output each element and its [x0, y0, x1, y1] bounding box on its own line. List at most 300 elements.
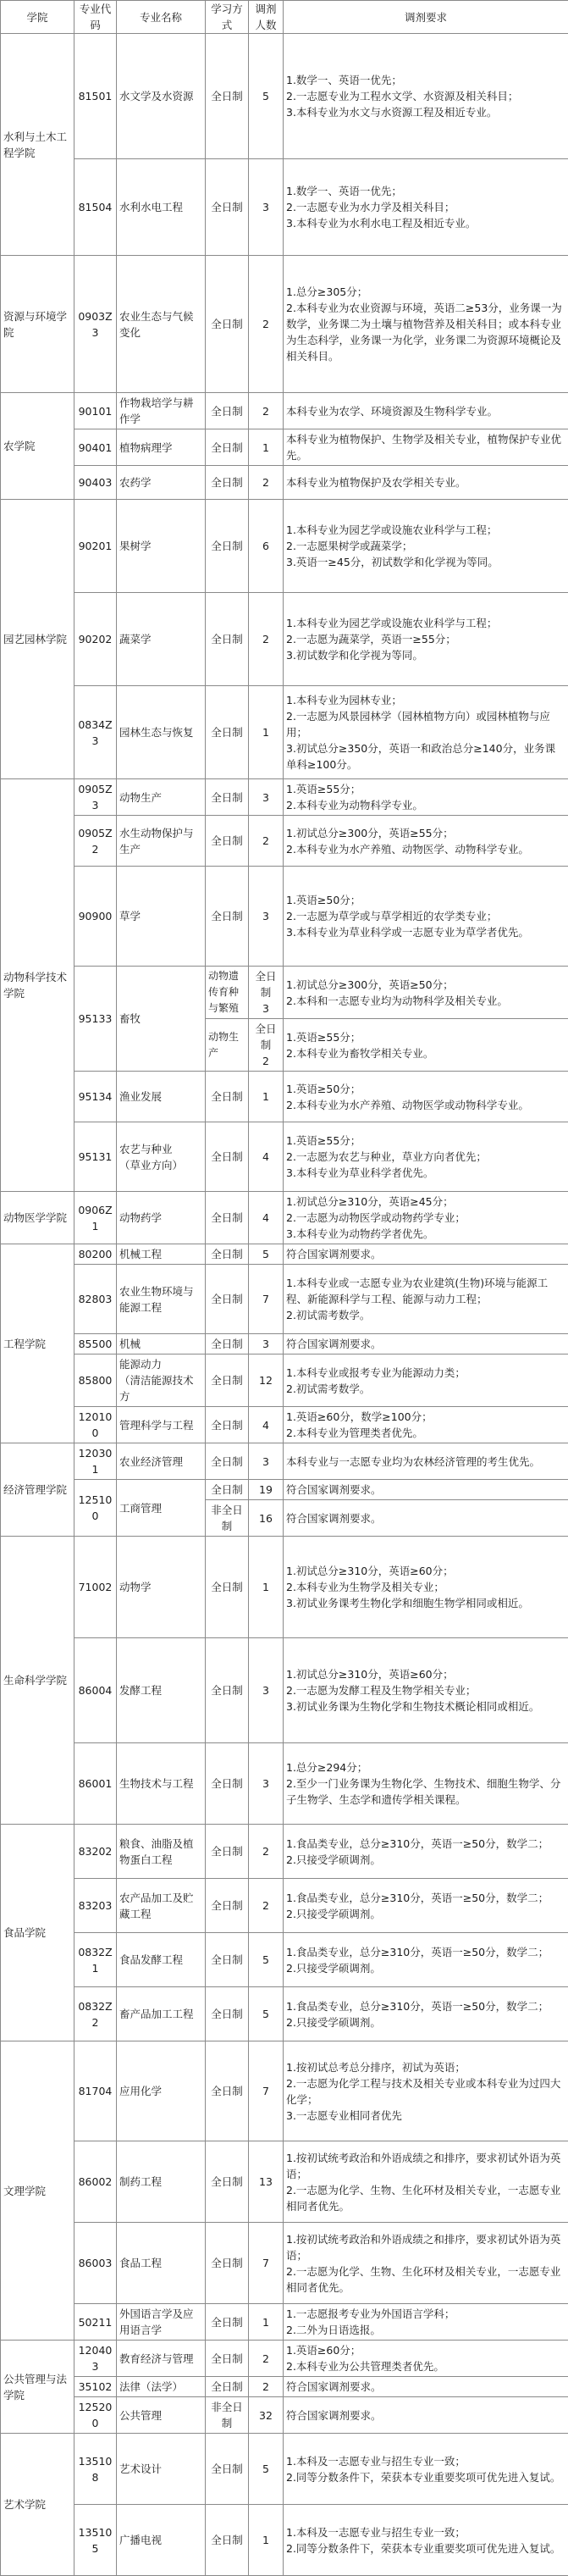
table-row: [1, 1265, 568, 1334]
count-text: 2: [251, 1053, 280, 1069]
mode-cell: 全日制: [206, 2223, 249, 2304]
requirement-line: 2.本科专业为管理类者优先。: [286, 1425, 565, 1441]
count-cell: 1: [249, 1537, 284, 1638]
table-row: [1, 2505, 568, 2576]
name-cell: [117, 1480, 206, 1537]
requirement-line: 1.数学一、英语一优先；: [286, 72, 565, 88]
code-cell: 90101: [74, 393, 117, 429]
code-cell: 0832Z2: [74, 1987, 117, 2041]
requirement-line: 3.一志愿专业相同者优先: [286, 2108, 565, 2124]
name-cell: [117, 1537, 206, 1638]
table-row: [1, 256, 568, 393]
name-cell: [117, 1334, 206, 1354]
requirement-line: 1.食品类专业，总分≥310分，英语一≥50分，数学二；: [286, 1836, 565, 1852]
table-row: [1, 2397, 568, 2434]
requirement-line: 2.只接受学硕调剂。: [286, 1960, 565, 1976]
college-cell: 生命科学学院: [1, 1537, 74, 1825]
requirement-line: 2.只接受学硕调剂。: [286, 1906, 565, 1922]
requirement-line: 1.本科及一志愿专业与招生专业一致；: [286, 2453, 565, 2469]
requirement-line: 3.初试总分≥350分，英语一和政治总分≥140分，业务课单科≥100分。: [286, 740, 565, 773]
requirement-line: 1.总分≥294分；: [286, 1759, 565, 1776]
requirement-line: 2.同等分数条件下，荣获本专业重要奖项可优先进入复试。: [286, 2540, 565, 2557]
table-row: [1, 2304, 568, 2341]
code-cell: 0834Z3: [74, 686, 117, 779]
count-cell: 3: [249, 159, 284, 256]
name-cell: [117, 1122, 206, 1192]
mode-cell: 全日制: [206, 1192, 249, 1244]
requirement-line: 1.按初试统考政治和外语成绩之和排序，要求初试外语为英语；: [286, 2150, 565, 2182]
requirement-line: 3.初试数学和化学视为等同。: [286, 647, 565, 663]
table-row: [1, 1244, 568, 1265]
college-cell: 工程学院: [1, 1244, 74, 1443]
mode-cell: 全日制: [206, 779, 249, 816]
requirements-cell: [284, 593, 568, 686]
name-cell: [117, 1072, 206, 1122]
college-cell: 水利与土木工程学院: [1, 34, 74, 256]
requirement-line: 2.一志愿专业为工程水文学、水资源及相关科目；: [286, 88, 565, 104]
college-cell: 资源与环境学院: [1, 256, 74, 393]
requirement-line: 3.初试业务课考生物化学和细胞生物学相同或相近。: [286, 1595, 565, 1611]
name-cell: [117, 1244, 206, 1265]
requirements-cell: [284, 2377, 568, 2397]
requirements-cell: [284, 500, 568, 593]
requirement-line: 1.初试总分≥310分，英语≥60分；: [286, 1666, 565, 1682]
table-row: [1, 1122, 568, 1192]
table-row: [1, 593, 568, 686]
name-cell: [117, 1354, 206, 1407]
table-row: [1, 2341, 568, 2377]
requirement-line: 1.英语≥50分；: [286, 1081, 565, 1097]
requirement-line: 1.英语≥55分；: [286, 1133, 565, 1149]
code-cell: 86004: [74, 1638, 117, 1743]
mode-cell: 全日制: [206, 1244, 249, 1265]
requirements-cell: [284, 1122, 568, 1192]
code-cell: 81504: [74, 159, 117, 256]
requirement-line: 符合国家调剂要求。: [286, 1482, 565, 1498]
mode-cell: 全日制: [206, 1072, 249, 1122]
requirements-cell: [284, 1443, 568, 1480]
count-cell: 2: [249, 1879, 284, 1933]
table-row: [1, 1638, 568, 1743]
requirement-line: 符合国家调剂要求。: [286, 2407, 565, 2424]
name-cell: [117, 256, 206, 393]
header-count: 调剂人数: [249, 1, 284, 34]
table-row: [1, 1933, 568, 1987]
name-cell: [117, 1192, 206, 1244]
requirement-line: 3.本科专业为水利水电工程及相近专业。: [286, 215, 565, 231]
table-row: [1, 1192, 568, 1244]
name-text: 机械: [119, 1336, 202, 1352]
college-cell: 经济管理学院: [1, 1443, 74, 1537]
name-cell: [117, 429, 206, 466]
name-cell: [117, 2141, 206, 2223]
requirement-line: 1.本科专业为园艺学或设施农业科学与工程；: [286, 615, 565, 631]
requirement-line: 2.本科专业为畜牧学相关专业。: [286, 1045, 565, 1061]
count-cell: 5: [249, 2434, 284, 2505]
mode-cell: 全日制: [206, 1825, 249, 1879]
table-row: [1, 1480, 568, 1500]
count-cell: 5: [249, 34, 284, 159]
college-cell: 园艺园林学院: [1, 500, 74, 779]
requirement-line: 符合国家调剂要求。: [286, 1246, 565, 1262]
requirement-line: 1.英语≥60分；: [286, 2342, 565, 2358]
name-text: 工商管理: [119, 1500, 202, 1516]
requirements-cell: [284, 779, 568, 816]
requirement-line: 本科专业与一志愿专业均为农林经济管理的考生优先。: [286, 1454, 565, 1470]
mode-cell: 全日制: [206, 2505, 249, 2576]
requirements-cell: [284, 1825, 568, 1879]
code-cell: 135108: [74, 2434, 117, 2505]
name-cell: [117, 1443, 206, 1480]
requirements-cell: [284, 1192, 568, 1244]
name-cell: [117, 2434, 206, 2505]
requirement-line: 2.至少一门业务课为生物化学、生物技术、细胞生物学、分子生物学、生态学和遗传学相关课程。: [286, 1776, 565, 1808]
requirement-line: 1.本科专业或报考专业为能源动力类；: [286, 1365, 565, 1381]
name-text: 公共管理: [119, 2407, 202, 2424]
code-cell: 86001: [74, 1743, 117, 1825]
mode-cell: 全日制: [206, 393, 249, 429]
code-cell: 0832Z1: [74, 1933, 117, 1987]
count-cell: 16: [249, 1500, 284, 1537]
count-cell: 4: [249, 1407, 284, 1443]
requirements-cell: [284, 2397, 568, 2434]
mode-cell: 全日制: [206, 1354, 249, 1407]
code-cell: 125100: [74, 1480, 117, 1537]
code-cell: 81501: [74, 34, 117, 159]
code-cell: 82803: [74, 1265, 117, 1334]
code-cell: 86002: [74, 2141, 117, 2223]
name-cell: [117, 1825, 206, 1879]
table-row: [1, 34, 568, 159]
requirements-cell: [284, 1334, 568, 1354]
requirement-line: 1.英语≥55分；: [286, 781, 565, 797]
name-text: 食品发酵工程: [119, 1952, 202, 1968]
count-cell: 5: [249, 1987, 284, 2041]
requirement-line: 1.初试总分≥310分，英语≥45分；: [286, 1194, 565, 1210]
mode-cell: [249, 967, 284, 1019]
count-cell: 1: [249, 1072, 284, 1122]
requirement-line: 1.初试总分≥300分，英语≥50分；: [286, 977, 565, 993]
requirements-cell: [284, 1407, 568, 1443]
requirement-line: 2.初试需考数学。: [286, 1381, 565, 1397]
requirement-line: 1.一志愿报考专业为外国语言学科；: [286, 2306, 565, 2322]
code-cell: 95134: [74, 1072, 117, 1122]
mode-cell: 全日制: [206, 2304, 249, 2341]
table-row: [1, 466, 568, 500]
college-cell: 艺术学院: [1, 2434, 74, 2576]
table-row: [1, 967, 568, 1019]
requirement-line: 1.总分≥305分；: [286, 284, 565, 300]
mode-cell: 全日制: [206, 466, 249, 500]
name-cell: [117, 686, 206, 779]
requirement-line: 2.同等分数条件下，荣获本专业重要奖项可优先进入复试。: [286, 2469, 565, 2485]
name-cell: [117, 779, 206, 816]
mode-cell: 全日制: [206, 816, 249, 867]
requirements-cell: [284, 1265, 568, 1334]
code-cell: 90900: [74, 867, 117, 967]
requirement-line: 1.数学一、英语一优先；: [286, 183, 565, 199]
direction-cell: 动物遗传育种与繁殖: [206, 967, 249, 1019]
name-cell: [117, 466, 206, 500]
college-cell: 食品学院: [1, 1825, 74, 2041]
requirements-cell: [284, 1354, 568, 1407]
table-row: [1, 1987, 568, 2041]
requirement-line: 2.本科专业为水产养殖、动物医学或动物科学专业。: [286, 1097, 565, 1113]
count-cell: 3: [249, 1638, 284, 1743]
requirements-cell: [284, 867, 568, 967]
name-text: 法律（法学）: [119, 2379, 202, 2395]
table-row: [1, 1443, 568, 1480]
name-cell: [117, 2041, 206, 2141]
code-cell: 0905Z2: [74, 816, 117, 867]
count-cell: 7: [249, 2041, 284, 2141]
requirement-line: 2.本科和一志愿专业均为动物科学及相关专业。: [286, 993, 565, 1009]
name-text: 草学: [119, 908, 202, 924]
requirement-line: 本科专业为植物保护、生物学及相关专业，植物保护专业优先。: [286, 431, 565, 463]
requirement-line: 2.一志愿为草学或与草学相近的农学类专业；: [286, 908, 565, 924]
name-text: 食品工程: [119, 2255, 202, 2271]
requirements-cell: [284, 256, 568, 393]
name-text: 粮食、油脂及植物蛋白工程: [119, 1836, 202, 1868]
table-row: [1, 2041, 568, 2141]
requirements-cell: [284, 1072, 568, 1122]
name-text: 动物药学: [119, 1210, 202, 1226]
name-text: 管理科学与工程: [119, 1417, 202, 1433]
name-cell: [117, 1879, 206, 1933]
name-cell: [117, 867, 206, 967]
requirement-line: 1.初试总分≥310分，英语≥60分；: [286, 1563, 565, 1579]
table-row: [1, 779, 568, 816]
mode-cell: 全日制: [206, 2434, 249, 2505]
requirement-line: 2.一志愿为蔬菜学，英语一≥55分；: [286, 631, 565, 647]
table-row: [1, 2434, 568, 2505]
mode-cell: 全日制: [206, 34, 249, 159]
mode-cell: 全日制: [206, 1443, 249, 1480]
count-cell: 1: [249, 429, 284, 466]
requirement-line: 2.一志愿果树学或蔬菜学；: [286, 538, 565, 554]
table-row: [1, 1879, 568, 1933]
college-cell: 动物医学学院: [1, 1192, 74, 1244]
code-cell: 0906Z1: [74, 1192, 117, 1244]
code-cell: 80200: [74, 1244, 117, 1265]
table-row: [1, 1072, 568, 1122]
requirement-line: 2.本科专业为水产养殖、动物医学、动物科学专业。: [286, 841, 565, 857]
name-text: 渔业发展: [119, 1089, 202, 1105]
mode-cell: 全日制: [206, 1407, 249, 1443]
mode-cell: 全日制: [206, 1480, 249, 1500]
requirement-line: 1.本科专业为园艺学或设施农业科学与工程；: [286, 522, 565, 538]
name-text: 农艺与种业: [119, 1141, 202, 1157]
count-cell: 5: [249, 1244, 284, 1265]
name-text: 应用化学: [119, 2083, 202, 2099]
code-cell: 85800: [74, 1354, 117, 1407]
name-cell: [117, 1407, 206, 1443]
requirement-line: 2.本科专业为生物学及相关专业；: [286, 1579, 565, 1595]
mode-cell: 全日制: [206, 2041, 249, 2141]
name-cell: [117, 816, 206, 867]
requirement-line: 2.只接受学硕调剂。: [286, 2014, 565, 2030]
code-cell: 86003: [74, 2223, 117, 2304]
requirements-cell: [284, 2223, 568, 2304]
requirements-cell: [284, 1987, 568, 2041]
count-cell: 2: [249, 1825, 284, 1879]
mode-cell: 全日制: [206, 1933, 249, 1987]
requirement-line: 3.本科专业为水文与水资源工程及相近专业。: [286, 104, 565, 120]
code-cell: 120403: [74, 2341, 117, 2377]
name-text: 制药工程: [119, 2174, 202, 2190]
requirement-line: 2.本科专业为公共管理类者优先。: [286, 2358, 565, 2374]
requirement-line: 1.食品类专业，总分≥310分，英语一≥50分，数学二；: [286, 1998, 565, 2014]
header-requirements: 调剂要求: [284, 1, 568, 34]
name-subtext: （草业方向）: [119, 1157, 202, 1173]
name-text: 教育经济与管理: [119, 2351, 202, 2367]
table-row: [1, 1743, 568, 1825]
table-row: [1, 159, 568, 256]
code-cell: 90201: [74, 500, 117, 593]
header-name: 专业名称: [117, 1, 206, 34]
count-cell: 5: [249, 1933, 284, 1987]
requirement-line: 1.按初试总考总分排序，初试为英语；: [286, 2059, 565, 2075]
requirements-cell: [284, 2041, 568, 2141]
name-cell: [117, 2397, 206, 2434]
table-row: [1, 2223, 568, 2304]
requirement-line: 1.初试总分≥300分，英语≥55分；: [286, 825, 565, 841]
mode-cell: 全日制: [206, 500, 249, 593]
requirements-cell: [284, 686, 568, 779]
name-cell: 畜牧: [117, 967, 206, 1072]
table-header: [1, 1, 568, 34]
name-cell: [117, 2304, 206, 2341]
requirements-cell: [284, 2141, 568, 2223]
mode-cell: 全日制: [206, 2377, 249, 2397]
code-cell: 125200: [74, 2397, 117, 2434]
requirement-line: 本科专业为农学、环境资源及生物科学专业。: [286, 403, 565, 419]
requirement-line: 2.一志愿为化学、生物、生化环材及相关专业，一志愿专业相同者优先。: [286, 2182, 565, 2214]
header-mode: 学习方式: [206, 1, 249, 34]
table-row: [1, 816, 568, 867]
count-cell: 32: [249, 2397, 284, 2434]
mode-cell: 全日制: [206, 867, 249, 967]
table-row: [1, 2377, 568, 2397]
table-row: [1, 686, 568, 779]
code-cell: 90403: [74, 466, 117, 500]
mode-cell: 全日制: [206, 686, 249, 779]
mode-cell: 全日制: [206, 429, 249, 466]
name-text: 作物栽培学与耕作学: [119, 395, 202, 427]
requirement-line: 2.二外为日语选报。: [286, 2322, 565, 2338]
requirement-line: 1.本科专业为园林专业；: [286, 692, 565, 708]
requirement-line: 2.本科专业为农业资源与环境，英语二≥53分，业务课一为数学，业务课二为土壤与植物营养及相关科目；或本科专业为生态科学，业务课一为化学，业务课二为资源环境概论及相关科目。: [286, 300, 565, 364]
mode-cell: 全日制: [206, 1334, 249, 1354]
requirement-line: 3.本科专业为动物药学者优先。: [286, 1226, 565, 1242]
requirements-cell: [284, 159, 568, 256]
name-text: 水文学及水资源: [119, 88, 202, 104]
count-cell: 19: [249, 1480, 284, 1500]
mode-cell: 全日制: [206, 1743, 249, 1825]
code-cell: 90202: [74, 593, 117, 686]
name-text: 农业经济管理: [119, 1454, 202, 1470]
table-row: [1, 1334, 568, 1354]
name-cell: [117, 2341, 206, 2377]
direction-cell: 动物生产: [206, 1019, 249, 1072]
count-text: 3: [251, 1000, 280, 1017]
requirement-line: 1.食品类专业，总分≥310分，英语一≥50分，数学二；: [286, 1890, 565, 1906]
count-cell: 1: [249, 2505, 284, 2576]
name-text: 广播电视: [119, 2532, 202, 2548]
requirements-cell: [284, 2341, 568, 2377]
requirements-cell: [284, 466, 568, 500]
requirements-cell: [284, 1743, 568, 1825]
requirements-cell: [284, 2505, 568, 2576]
requirement-line: 符合国家调剂要求。: [286, 2379, 565, 2395]
requirement-line: 1.按初试统考政治和外语成绩之和排序，要求初试外语为英语；: [286, 2231, 565, 2263]
count-cell: 2: [249, 816, 284, 867]
count-cell: 2: [249, 256, 284, 393]
college-cell: 公共管理与法学院: [1, 2341, 74, 2434]
mode-cell: 全日制: [206, 1537, 249, 1638]
count-cell: 3: [249, 1443, 284, 1480]
requirements-cell: [284, 816, 568, 867]
name-text: 植物病理学: [119, 440, 202, 456]
count-cell: 4: [249, 1122, 284, 1192]
requirement-line: 3.本科专业为草业科学或一志愿专业为草学者优先。: [286, 924, 565, 940]
mode-cell: 全日制: [206, 1987, 249, 2041]
mode-cell: 全日制: [206, 1265, 249, 1334]
requirement-line: 符合国家调剂要求。: [286, 1336, 565, 1352]
mode-cell: 全日制: [206, 1879, 249, 1933]
mode-cell: 全日制: [206, 256, 249, 393]
mode-cell: 全日制: [206, 159, 249, 256]
requirements-cell: [284, 1537, 568, 1638]
requirement-line: 1.本科及一志愿专业与招生专业一致；: [286, 2524, 565, 2540]
name-text: 蔬菜学: [119, 631, 202, 647]
name-text: 水生动物保护与生产: [119, 825, 202, 857]
requirement-line: 1.英语≥50分；: [286, 892, 565, 908]
requirement-line: 1.本科专业或一志愿专业为农业建筑(生物)环境与能源工程、新能源科学与工程、能源与动力工程；: [286, 1275, 565, 1307]
requirements-cell: [284, 1480, 568, 1500]
requirement-line: 符合国家调剂要求。: [286, 1510, 565, 1526]
requirements-cell: [284, 1019, 568, 1072]
name-cell: [117, 593, 206, 686]
requirement-line: 3.初试业务课为生物化学和生物技术概论相同或相近。: [286, 1698, 565, 1715]
count-cell: 6: [249, 500, 284, 593]
count-cell: 2: [249, 466, 284, 500]
header-college: 学院: [1, 1, 74, 34]
requirements-cell: [284, 429, 568, 466]
code-cell: 135105: [74, 2505, 117, 2576]
count-cell: 2: [249, 2377, 284, 2397]
table-row: [1, 393, 568, 429]
code-cell: 0903Z3: [74, 256, 117, 393]
name-text: 园林生态与恢复: [119, 724, 202, 740]
code-cell: 50211: [74, 2304, 117, 2341]
code-cell: 71002: [74, 1537, 117, 1638]
header-code: 专业代码: [74, 1, 117, 34]
requirement-line: 2.一志愿为风景园林学（园林植物方向）或园林植物与应用；: [286, 708, 565, 740]
mode-cell: 全日制: [206, 1122, 249, 1192]
count-cell: 3: [249, 867, 284, 967]
requirements-cell: [284, 1638, 568, 1743]
mode-text: 全日制: [251, 968, 280, 1000]
requirements-cell: [284, 967, 568, 1019]
name-text: 动物生产: [119, 789, 202, 806]
requirements-cell: [284, 1244, 568, 1265]
code-cell: 85500: [74, 1334, 117, 1354]
count-cell: 1: [249, 686, 284, 779]
college-cell: 动物科学技术学院: [1, 779, 74, 1192]
name-text: 农产品加工及贮藏工程: [119, 1890, 202, 1922]
count-cell: 13: [249, 2141, 284, 2223]
